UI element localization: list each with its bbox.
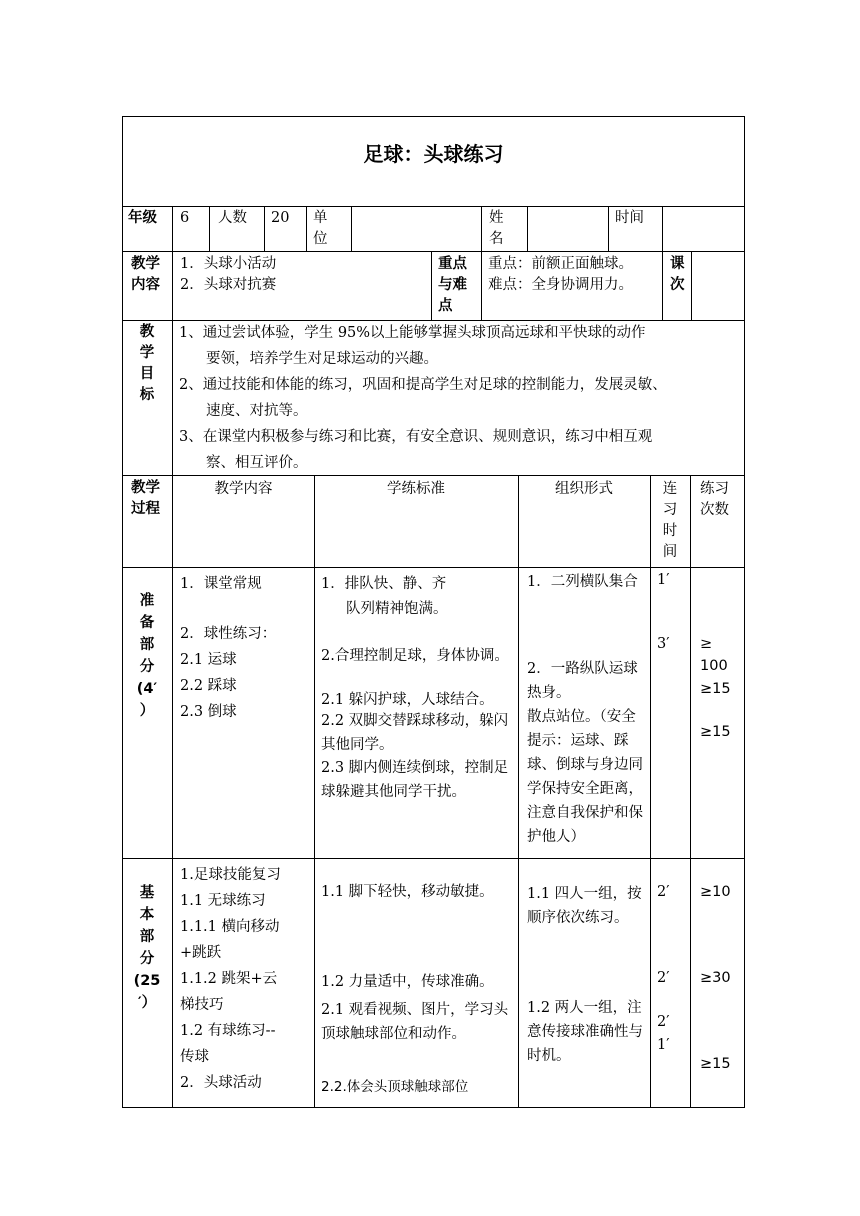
prep-organization: 2．一路纵队运球热身。 [527,661,638,701]
prep-count: ≥15 [700,724,731,740]
col-divider [314,475,315,1107]
col-divider [172,251,173,320]
col-divider [481,206,482,251]
prep-content-item: 2.1 运球 [180,652,237,668]
key-point: 重点：前额正面触球。 [488,256,633,272]
col-divider [351,206,352,251]
unit-label: 单 [313,210,328,226]
goal-line: 1、通过尝试体验，学生 95%以上能够掌握头球顶高远球和平快球的动作 [179,325,646,341]
lesson-label: 课 [670,256,685,272]
process-label: 过程 [131,501,160,517]
col-divider [172,206,173,251]
basic-content-item: 2．头球活动 [180,1075,262,1091]
prep-standard: 2.3 脚内侧连续倒球，控制足球躲避其他同学干扰。 [321,760,509,800]
prep-standard: 1．排队快、静、齐 [321,576,447,592]
table-border-bottom [122,1107,745,1108]
lesson-label: 次 [670,277,685,293]
col-divider [264,206,265,251]
goals-label: 教 学 目 标 [139,324,155,403]
basic-section-label: 基 本 部 分 (25 ′） [133,885,161,1011]
col-divider [431,251,432,320]
content-item: 2．头球对抗赛 [180,277,277,293]
col-divider [481,251,482,320]
col-header-count: 练习 [700,481,729,497]
basic-content-item: 梯技巧 [180,997,224,1013]
key-difficult-label: 重点 [438,256,467,272]
prep-time: 1′ [657,572,670,588]
count-value: 20 [271,210,290,226]
goal-line: 3、在课堂内积极参与练习和比赛，有安全意识、规则意识，练习中相互观 [179,429,653,445]
prep-count: 100 [700,658,728,674]
row-divider [122,567,745,568]
basic-time: 1′ [657,1037,670,1053]
col-divider [306,206,307,251]
prep-count: ≥15 [700,681,731,697]
col-divider [527,206,528,251]
prep-section-label: 准 备 部 分 (4′ ） [136,593,158,719]
basic-standard: 1.1 脚下轻快，移动敏捷。 [321,884,494,900]
basic-standard: 2.1 观看视频、图片，学习头顶球触球部位和动作。 [321,1002,509,1042]
col-divider [209,206,210,251]
table-border-top [122,116,745,117]
goal-line: 2、通过技能和体能的练习，巩固和提高学生对足球的控制能力，发展灵敏、 [179,377,667,393]
prep-content-item: 1．课堂常规 [180,576,262,592]
basic-count: ≥10 [700,884,731,900]
col-divider [691,251,692,320]
prep-time: 3′ [657,636,670,652]
key-difficult-label: 与难 [438,277,467,293]
basic-content-item: 1.1.2 跳架+云 [180,971,278,987]
basic-organization: 1.2 两人一组，注意传接球准确性与时机。 [527,1000,643,1064]
basic-organization: 1.1 四人一组，按顺序依次练习。 [527,886,642,926]
col-header-time: 连 习 时 间 [662,481,678,560]
goal-line: 要领，培养学生对足球运动的兴趣。 [206,351,438,367]
row-divider [122,251,745,252]
difficult-point: 难点：全身协调用力。 [488,277,633,293]
basic-time: 2′ [657,970,670,986]
prep-standard: 2.1 躲闪护球，人球结合。 [321,692,494,708]
row-divider [122,206,745,207]
basic-count: ≥30 [700,970,731,986]
unit-label: 位 [313,231,328,247]
basic-content-item: 1.足球技能复习 [180,867,281,883]
prep-standard: 队列精神饱满。 [346,601,448,617]
row-divider [122,475,745,476]
basic-content-item: 1.1.1 横向移动 [180,919,280,935]
basic-content-item: 传球 [180,1049,209,1065]
process-label: 教学 [131,480,160,496]
basic-standard: 2.2.体会头顶球触球部位 [321,1079,469,1095]
col-divider [662,251,663,320]
col-divider [662,206,663,251]
col-divider [690,475,691,1107]
col-header-content: 教学内容 [214,481,273,497]
key-difficult-label: 点 [438,298,453,314]
basic-content-item: 1.1 无球练习 [180,893,266,909]
prep-count: ≥ [700,636,713,652]
prep-organization: 散点站位。（安全提示：运球、踩球、倒球与身边同学保持安全距离，注意自我保护和保护他人） [527,709,643,845]
col-header-organization: 组织形式 [555,481,613,497]
name-label: 姓 [489,210,504,226]
prep-standard: 2.2 双脚交替踩球移动，躲闪其他同学。 [321,713,509,753]
grade-value: 6 [180,210,190,226]
prep-standard: 2.合理控制足球，身体协调。 [321,648,509,664]
basic-time: 2′ [657,1014,670,1030]
col-header-standard: 学练标准 [387,481,445,497]
col-divider [650,475,651,1107]
goal-line: 察、相互评价。 [206,455,308,471]
basic-time: 2′ [657,884,670,900]
basic-content-item: 1.2 有球练习-- [180,1023,276,1039]
row-divider [122,320,745,321]
col-divider [518,475,519,1107]
prep-organization: 1．二列横队集合 [527,574,638,590]
content-item: 1．头球小活动 [180,256,277,272]
col-divider [172,320,173,475]
prep-content-item: 2.3 倒球 [180,704,237,720]
content-label: 教学 [131,256,160,272]
page-title: 足球：头球练习 [363,142,504,166]
basic-standard: 1.2 力量适中，传球准确。 [321,974,494,990]
row-divider [122,858,745,859]
time-label: 时间 [615,210,644,226]
content-label: 内容 [131,277,160,293]
goal-line: 速度、对抗等。 [206,403,308,419]
col-divider [172,475,173,1107]
table-border-right [744,116,745,1108]
grade-label: 年级 [128,210,157,226]
col-header-count: 次数 [700,502,729,518]
basic-count: ≥15 [700,1056,731,1072]
name-label: 名 [489,231,504,247]
prep-content-item: 2.2 踩球 [180,678,237,694]
col-divider [608,206,609,251]
basic-content-item: +跳跃 [180,945,222,961]
prep-content-item: 2．球性练习： [180,626,277,642]
count-label: 人数 [218,210,247,226]
